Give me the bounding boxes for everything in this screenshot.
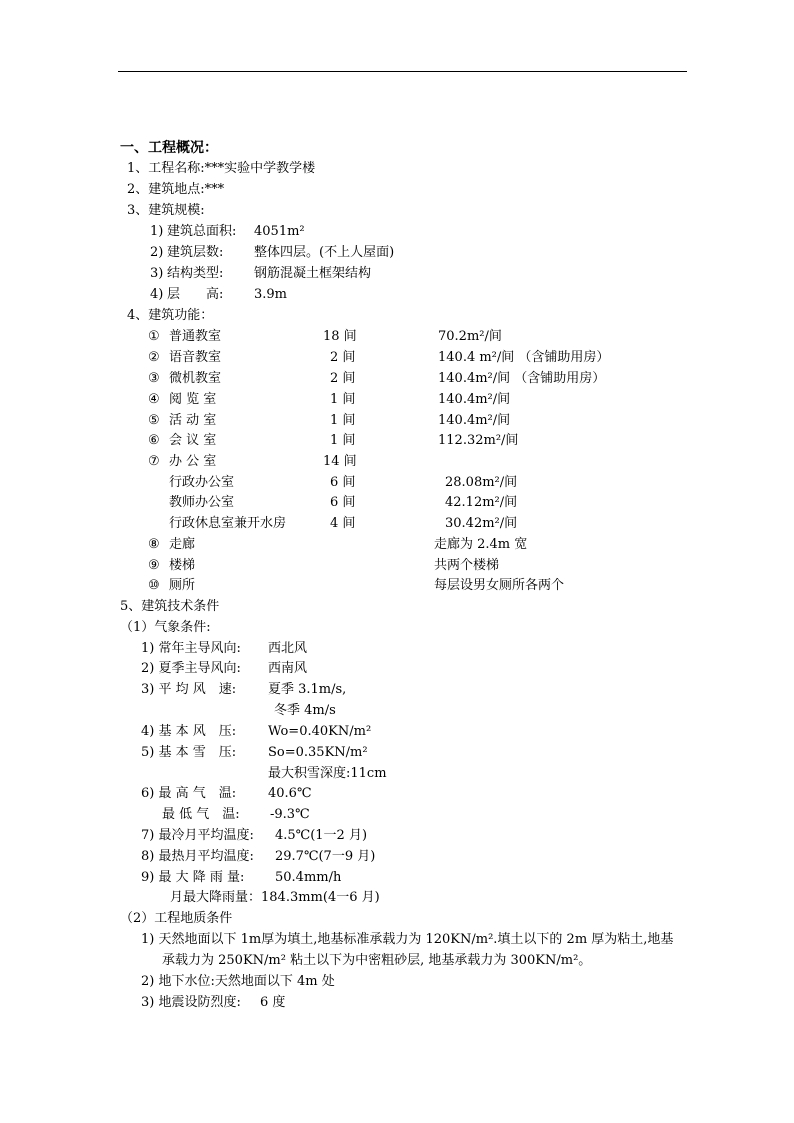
room-area: 140.4 m²/间 （含铺助用房）	[438, 350, 610, 365]
room-mark: ⑩	[148, 578, 160, 593]
weather-value: 夏季 3.1m/s,	[268, 682, 347, 697]
scale-num: 4)	[150, 287, 164, 302]
room-area: 140.4m²/间	[438, 413, 511, 428]
geology-item: 2) 地下水位:天然地面以下 4m 处	[141, 974, 335, 989]
room-note: 每层设男女厕所各两个	[434, 578, 565, 593]
project-name: 1、工程名称:***实验中学教学楼	[127, 161, 316, 176]
room-mark: ⑧	[148, 537, 160, 552]
scale-label: 层 高:	[167, 287, 224, 302]
geology-value: 6 度	[260, 995, 286, 1010]
room-name: 厕所	[169, 578, 196, 593]
weather-value: 西南风	[268, 661, 308, 676]
room-mark: ④	[148, 392, 160, 407]
section-heading: 一、工程概况：	[120, 140, 218, 156]
weather-value: -9.3℃	[270, 807, 310, 822]
scale-label: 结构类型:	[167, 266, 224, 281]
weather-value: 50.4mm/h	[275, 870, 342, 885]
room-mark: ③	[148, 371, 160, 386]
weather-value: Wo=0.40KN/m²	[268, 724, 372, 739]
room-name: 普通教室	[169, 329, 222, 344]
office-area: 30.42m²/间	[445, 516, 518, 531]
weather-value: 40.6℃	[268, 786, 312, 801]
weather-conditions: （1）气象条件:	[120, 620, 211, 635]
project-location: 2、建筑地点:***	[127, 182, 225, 197]
room-count: 14 间	[323, 454, 357, 469]
weather-value: 冬季 4m/s	[274, 703, 336, 718]
room-count: 2 间	[330, 371, 356, 386]
weather-label: 2) 夏季主导风向:	[141, 661, 241, 676]
geology-item: 3) 地震设防烈度:	[141, 995, 241, 1010]
room-name: 语音教室	[169, 350, 222, 365]
room-name: 走廊	[169, 537, 196, 552]
scale-num: 1)	[150, 224, 164, 239]
weather-value: 最大积雪深度:11cm	[268, 766, 387, 781]
room-name: 办 公 室	[169, 454, 217, 469]
office-count: 6 间	[330, 475, 356, 490]
scale-value: 4051m²	[254, 224, 305, 239]
room-mark: ⑨	[148, 558, 160, 573]
weather-label: 最 低 气 温:	[162, 807, 240, 822]
room-name: 阅 览 室	[169, 392, 217, 407]
scale-label: 建筑层数:	[167, 245, 224, 260]
weather-value: So=0.35KN/m²	[268, 745, 368, 760]
weather-label: 6) 最 高 气 温:	[141, 786, 237, 801]
office-count: 6 间	[330, 495, 356, 510]
room-count: 1 间	[330, 392, 356, 407]
scale-value: 3.9m	[254, 287, 288, 302]
weather-label: 9) 最 大 降 雨 量:	[141, 870, 245, 885]
weather-label: 3) 平 均 风 速:	[141, 682, 237, 697]
scale-label: 建筑总面积:	[167, 224, 237, 239]
header-rule	[118, 71, 687, 72]
room-note: 走廊为 2.4m 宽	[434, 537, 528, 552]
office-name: 行政办公室	[169, 475, 235, 490]
room-mark: ②	[148, 350, 160, 365]
weather-label: 4) 基 本 风 压:	[141, 724, 237, 739]
room-mark: ⑦	[148, 454, 160, 469]
weather-label: 8) 最热月平均温度:	[141, 849, 254, 864]
scale-value: 整体四层。(不上人屋面)	[254, 245, 395, 260]
building-functions: 4、建筑功能：	[127, 308, 214, 323]
geology-conditions: （2）工程地质条件	[120, 911, 233, 926]
room-name: 会 议 室	[169, 433, 217, 448]
weather-label: 7) 最冷月平均温度:	[141, 828, 254, 843]
room-area: 140.4m²/间	[438, 392, 511, 407]
weather-value: 29.7℃(7一9 月)	[275, 849, 376, 864]
technical-conditions: 5、建筑技术条件	[120, 599, 220, 614]
room-count: 1 间	[330, 433, 356, 448]
weather-value: 西北风	[268, 641, 308, 656]
weather-value: 4.5℃(1一2 月)	[275, 828, 368, 843]
room-count: 1 间	[330, 413, 356, 428]
weather-label: 月最大降雨量：184.3mm(4一6 月)	[170, 890, 380, 905]
room-count: 2 间	[330, 350, 356, 365]
geology-item: 1) 天然地面以下 1m厚为填土,地基标准承载力为 120KN/m².填土以下的 2m 厚为粘土,地基	[141, 932, 674, 947]
office-name: 教师办公室	[169, 495, 235, 510]
office-count: 4 间	[330, 516, 356, 531]
room-area: 140.4m²/间 （含铺助用房）	[438, 371, 606, 386]
room-area: 70.2m²/间	[438, 329, 502, 344]
room-mark: ⑥	[148, 433, 160, 448]
project-scale: 3、建筑规模:	[127, 203, 205, 218]
weather-label: 5) 基 本 雪 压:	[141, 745, 237, 760]
room-note: 共两个楼梯	[434, 558, 500, 573]
room-name: 活 动 室	[169, 413, 217, 428]
room-name: 微机教室	[169, 371, 222, 386]
office-name: 行政休息室兼开水房	[169, 516, 287, 531]
geology-item-cont: 承载力为 250KN/m² 粘土以下为中密粗砂层, 地基承载力为 300KN/m²。	[162, 953, 592, 968]
room-count: 18 间	[323, 329, 357, 344]
office-area: 28.08m²/间	[445, 475, 518, 490]
office-area: 42.12m²/间	[445, 495, 518, 510]
scale-num: 3)	[150, 266, 164, 281]
room-name: 楼梯	[169, 558, 196, 573]
room-area: 112.32m²/间	[438, 433, 519, 448]
scale-value: 钢筋混凝土框架结构	[254, 266, 372, 281]
scale-num: 2)	[150, 245, 164, 260]
room-mark: ①	[148, 329, 160, 344]
weather-label: 1) 常年主导风向:	[141, 641, 241, 656]
room-mark: ⑤	[148, 413, 160, 428]
